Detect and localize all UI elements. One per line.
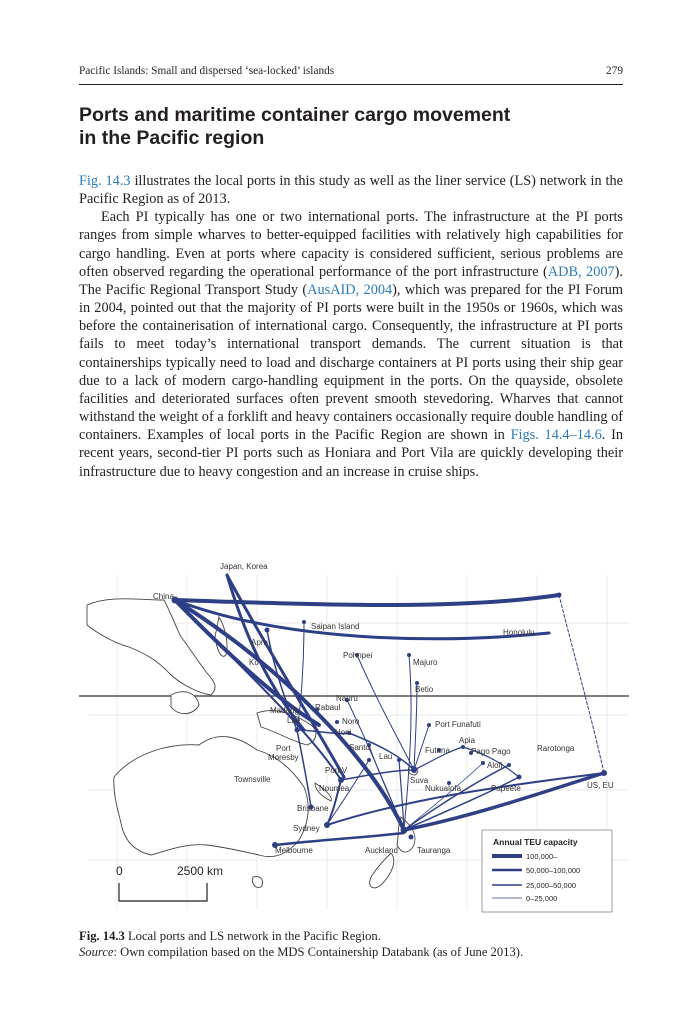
label-lae: Lae — [287, 716, 301, 725]
header-rule — [79, 84, 623, 85]
port-suva — [411, 767, 417, 773]
label-rarotonga: Rarotonga — [537, 744, 575, 753]
paragraph-1-text: illustrates the local ports in this study as well as the liner service (LS) network in the Pacific Region as of 2013. — [79, 173, 623, 208]
page-number: 279 — [606, 65, 623, 77]
legend-item-1: 100,000– — [526, 852, 558, 861]
label-noro: Noro — [342, 717, 360, 726]
label-auckland: Auckland — [365, 846, 398, 855]
label-betio: Betio — [415, 685, 434, 694]
port-funafuti — [427, 723, 431, 727]
label-us-eu: US, EU — [587, 781, 614, 790]
label-china: China — [153, 592, 174, 601]
port-lautoka — [397, 758, 401, 762]
source-text: : Own compilation based on the MDS Containership Databank (as of June 2013). — [113, 945, 524, 959]
label-pago-pago: Pago Pago — [471, 747, 511, 756]
port-us-eu — [601, 770, 607, 776]
label-tauranga: Tauranga — [417, 846, 451, 855]
label-noumea: Noumea — [319, 784, 350, 793]
port-papeete — [517, 775, 522, 780]
label-majuro: Majuro — [413, 658, 438, 667]
label-japan-korea: Japan, Korea — [220, 562, 268, 571]
label-honiara: Honi — [335, 728, 352, 737]
port-rarotonga — [507, 763, 511, 767]
route-noumea-suva — [341, 770, 414, 780]
new-zealand-south — [370, 853, 394, 888]
paragraph-2-text-c: ), which was prepared for the PI Forum in 2004, pointed out that the majority of PI ports were built in the 1950s or 1960s, which was before the containerisation of international cargo. Consequently, the infrastructure at PI ports fails to meet today’s international transport demands. The current situation is that containerships typically need to load and discharge containers at PI ports using their ship gear due to a lack of modern cargo-handling equipment in the ports. On the quayside, obsolete facilities and deteriorated surfaces often prevent smooth stevedoring. Wharves that cannot withstand the weight of a forklift and heavy containers occasionally require double handling of containers. Examples of local ports in the Pacific Region are shown in — [79, 281, 623, 444]
label-nauru: Nauru — [336, 694, 358, 703]
pacific-map — [79, 555, 629, 915]
label-lautoka: Lau — [379, 752, 393, 761]
legend-item-3: 25,000–50,000 — [526, 881, 577, 890]
figs-14-4-14-6-link[interactable]: Figs. 14.4–14.6 — [510, 427, 602, 444]
port-noro — [335, 720, 339, 724]
paragraph-1 — [79, 172, 623, 208]
label-futuna: Futuna — [425, 746, 450, 755]
figure-caption — [79, 928, 623, 960]
paragraph-2-text-d: . In recent years, second-tier PI ports such as Honiara and Port Vila are quickly developing their infrastructure due to heavy congestion and an increase in cruise ships. — [79, 427, 623, 480]
paragraph-2-text-a: Each PI typically has one or two international ports. The infrastructure at the PI ports ranges from simple wharves to better-equipped facilities with relatively high capabilities for cargo handling. Even at ports where capacity is considered sufficient, serious problems are often observed regarding the operational performance of the port infrastructure ( — [79, 209, 623, 280]
label-port-moresby-1: Port — [276, 744, 291, 753]
adb-2007-link[interactable]: ADB, 2007 — [547, 263, 615, 280]
caption-line — [79, 928, 623, 944]
section-title — [79, 104, 623, 150]
label-rabaul: Rabaul — [315, 703, 341, 712]
port-vila — [367, 758, 371, 762]
map-legend — [482, 830, 612, 912]
port-majuro — [407, 653, 411, 657]
source-label: Source — [79, 945, 114, 959]
caption-text: Local ports and LS network in the Pacific Region. — [124, 929, 381, 943]
label-papeete: Papeete — [491, 784, 521, 793]
label-apra: Apra — [251, 638, 268, 647]
scale-distance-label: 2500 km — [177, 864, 224, 878]
scale-bar-line — [119, 883, 207, 901]
body-text — [79, 172, 623, 481]
tasmania — [252, 877, 262, 888]
scale-bar — [116, 864, 223, 901]
port-saipan — [302, 620, 306, 624]
label-pohnpei: Pohnpei — [343, 651, 373, 660]
port-apia — [461, 745, 465, 749]
legend-item-2: 50,000–100,000 — [526, 866, 581, 875]
port-apra — [265, 628, 270, 633]
label-port-moresby-2: Moresby — [268, 753, 299, 762]
label-madang: Madang — [270, 706, 299, 715]
legend-title: Annual TEU capacity — [493, 837, 578, 847]
port-tauranga — [409, 835, 414, 840]
port-alofi — [481, 761, 485, 765]
section-title-line-1: Ports and maritime container cargo movement — [79, 104, 511, 126]
route-nz-useu — [404, 773, 604, 830]
caption-label: Fig. 14.3 — [79, 929, 125, 943]
route-nz-rarotonga — [404, 765, 509, 830]
label-nukualofa: Nukualofa — [425, 784, 462, 793]
section-title-line-2: in the Pacific region — [79, 127, 265, 149]
borneo — [171, 692, 199, 714]
label-santo: Santo — [349, 743, 370, 752]
label-honolulu: Honolulu — [503, 628, 535, 637]
fig-14-3-link[interactable]: Fig. 14.3 — [79, 173, 131, 189]
paragraph-2-text-b: ). The Pacific Regional Transport Study ( — [79, 263, 623, 298]
pacific-map-figure — [79, 555, 629, 915]
ausaid-2004-link[interactable]: AusAID, 2004 — [307, 281, 393, 298]
label-apia: Apia — [459, 736, 476, 745]
label-melbourne: Melbourne — [275, 846, 313, 855]
label-townsville: Townsville — [234, 775, 271, 784]
port-sydney — [324, 822, 330, 828]
label-port-vila: Port V — [325, 766, 348, 775]
running-header — [79, 65, 623, 79]
label-brisbane: Brisbane — [297, 804, 329, 813]
source-line — [79, 944, 623, 960]
paragraph-2 — [79, 208, 623, 480]
running-title: Pacific Islands: Small and dispersed ‘sea-locked’ islands — [79, 65, 335, 77]
scale-zero-label: 0 — [116, 864, 123, 878]
port-honolulu — [557, 593, 562, 598]
port-noumea — [338, 777, 344, 783]
label-port-funafuti: Port Funafuti — [435, 720, 481, 729]
legend-item-4: 0–25,000 — [526, 894, 558, 903]
label-alofi: Alofi — [487, 761, 503, 770]
port-auckland — [401, 827, 408, 834]
label-koror: Ko — [249, 658, 259, 667]
label-sydney: Sydney — [293, 824, 320, 833]
port-moresby — [295, 728, 300, 733]
label-saipan: Saipan Island — [311, 622, 360, 631]
label-suva: Suva — [410, 776, 429, 785]
